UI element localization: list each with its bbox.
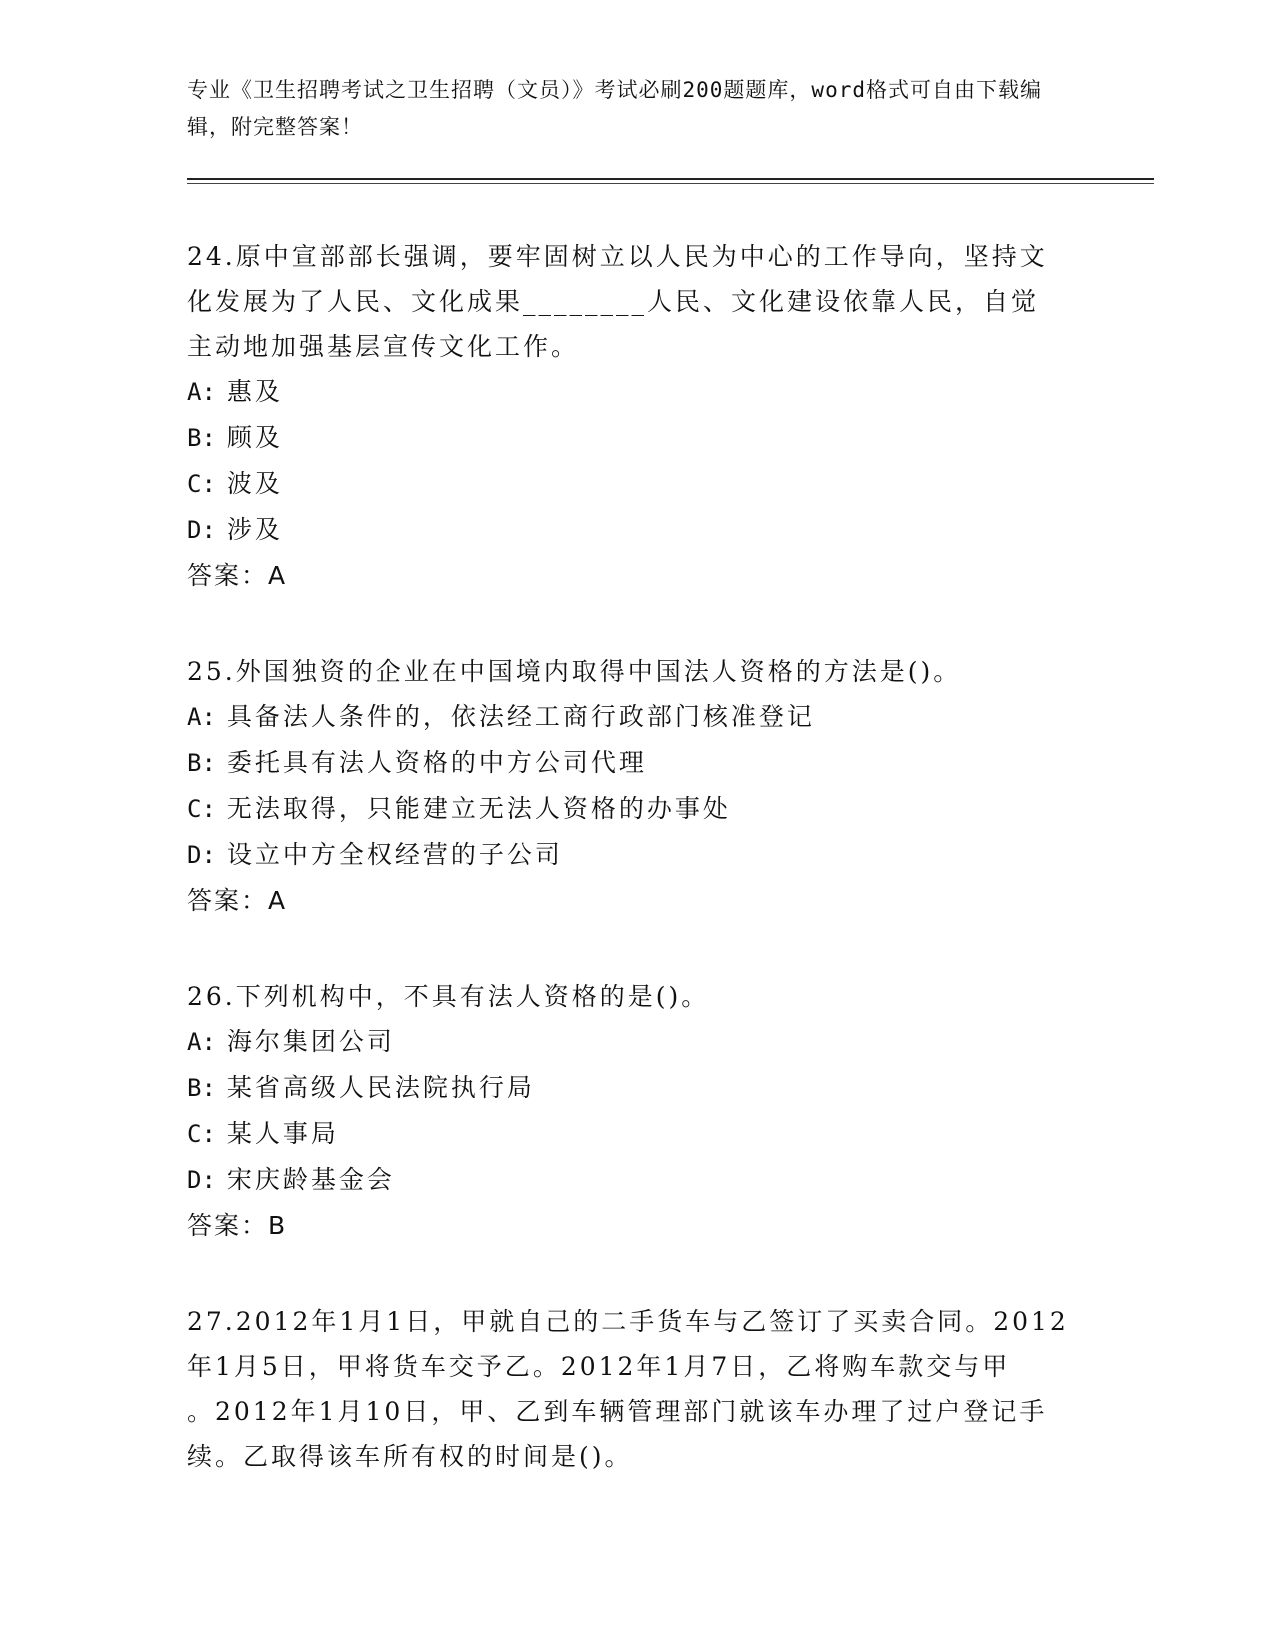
option-text: 惠及 — [226, 377, 283, 406]
option-letter: A: — [187, 703, 216, 731]
document-header: 专业《卫生招聘考试之卫生招聘（文员）》考试必刷200题题库，word格式可自由下载编辑，附完整答案！ — [187, 78, 1042, 139]
question-stem-line: 27.2012年1月1日，甲就自己的二手货车与乙签订了买卖合同。2012 — [187, 1307, 1069, 1336]
option-text: 设立中方全权经营的子公司 — [226, 840, 563, 869]
question-list — [187, 234, 1087, 1479]
answer-line: 答案：B — [187, 1211, 288, 1240]
option-d — [187, 1157, 1087, 1203]
option-d — [187, 507, 1087, 553]
question-stem-line: 25.外国独资的企业在中国境内取得中国法人资格的方法是()。 — [187, 657, 962, 686]
option-a — [187, 1019, 1087, 1065]
option-text: 海尔集团公司 — [226, 1027, 395, 1056]
option-letter: C: — [187, 470, 216, 498]
option-letter: C: — [187, 795, 216, 823]
question-26 — [187, 974, 1087, 1248]
option-text: 波及 — [226, 469, 283, 498]
option-letter: D: — [187, 841, 216, 869]
header-divider-thin — [187, 183, 1154, 184]
option-text: 无法取得，只能建立无法人资格的办事处 — [226, 794, 731, 823]
question-25 — [187, 649, 1087, 923]
option-letter: B: — [187, 424, 216, 452]
question-stem-line: 年1月5日，甲将货车交予乙。2012年1月7日，乙将购车款交与甲 — [187, 1352, 1011, 1381]
option-text: 某人事局 — [226, 1119, 339, 1148]
option-c — [187, 1111, 1087, 1157]
question-stem-line: 。2012年1月10日，甲、乙到车辆管理部门就该车办理了过户登记手 — [187, 1397, 1048, 1426]
option-b — [187, 740, 1087, 786]
question-27 — [187, 1299, 1087, 1479]
option-letter: A: — [187, 378, 216, 406]
option-c — [187, 461, 1087, 507]
question-spacer — [187, 1248, 1087, 1299]
option-letter: B: — [187, 749, 216, 777]
option-text: 某省高级人民法院执行局 — [226, 1073, 535, 1102]
option-d — [187, 832, 1087, 878]
option-a — [187, 369, 1087, 415]
option-text: 宋庆龄基金会 — [226, 1165, 395, 1194]
answer-line: 答案：A — [187, 886, 288, 915]
question-stem-line: 24.原中宣部部长强调，要牢固树立以人民为中心的工作导向，坚持文 — [187, 242, 1048, 271]
option-b — [187, 1065, 1087, 1111]
header-divider-thick — [187, 178, 1154, 180]
option-letter: B: — [187, 1074, 216, 1102]
option-text: 顾及 — [226, 423, 283, 452]
option-letter: A: — [187, 1028, 216, 1056]
question-stem-line: 主动地加强基层宣传文化工作。 — [187, 332, 580, 361]
question-stem-line: 化发展为了人民、文化成果________人民、文化建设依靠人民，自觉 — [187, 287, 1040, 316]
question-stem-line: 续。乙取得该车所有权的时间是()。 — [187, 1442, 633, 1471]
option-letter: D: — [187, 516, 216, 544]
answer-line: 答案：A — [187, 561, 288, 590]
option-text: 具备法人条件的，依法经工商行政部门核准登记 — [226, 702, 815, 731]
option-text: 涉及 — [226, 515, 283, 544]
option-a — [187, 694, 1087, 740]
option-letter: C: — [187, 1120, 216, 1148]
question-stem-line: 26.下列机构中，不具有法人资格的是()。 — [187, 982, 710, 1011]
question-24 — [187, 234, 1087, 598]
option-text: 委托具有法人资格的中方公司代理 — [226, 748, 647, 777]
question-spacer — [187, 598, 1087, 649]
question-spacer — [187, 923, 1087, 974]
option-b — [187, 415, 1087, 461]
option-c — [187, 786, 1087, 832]
option-letter: D: — [187, 1166, 216, 1194]
